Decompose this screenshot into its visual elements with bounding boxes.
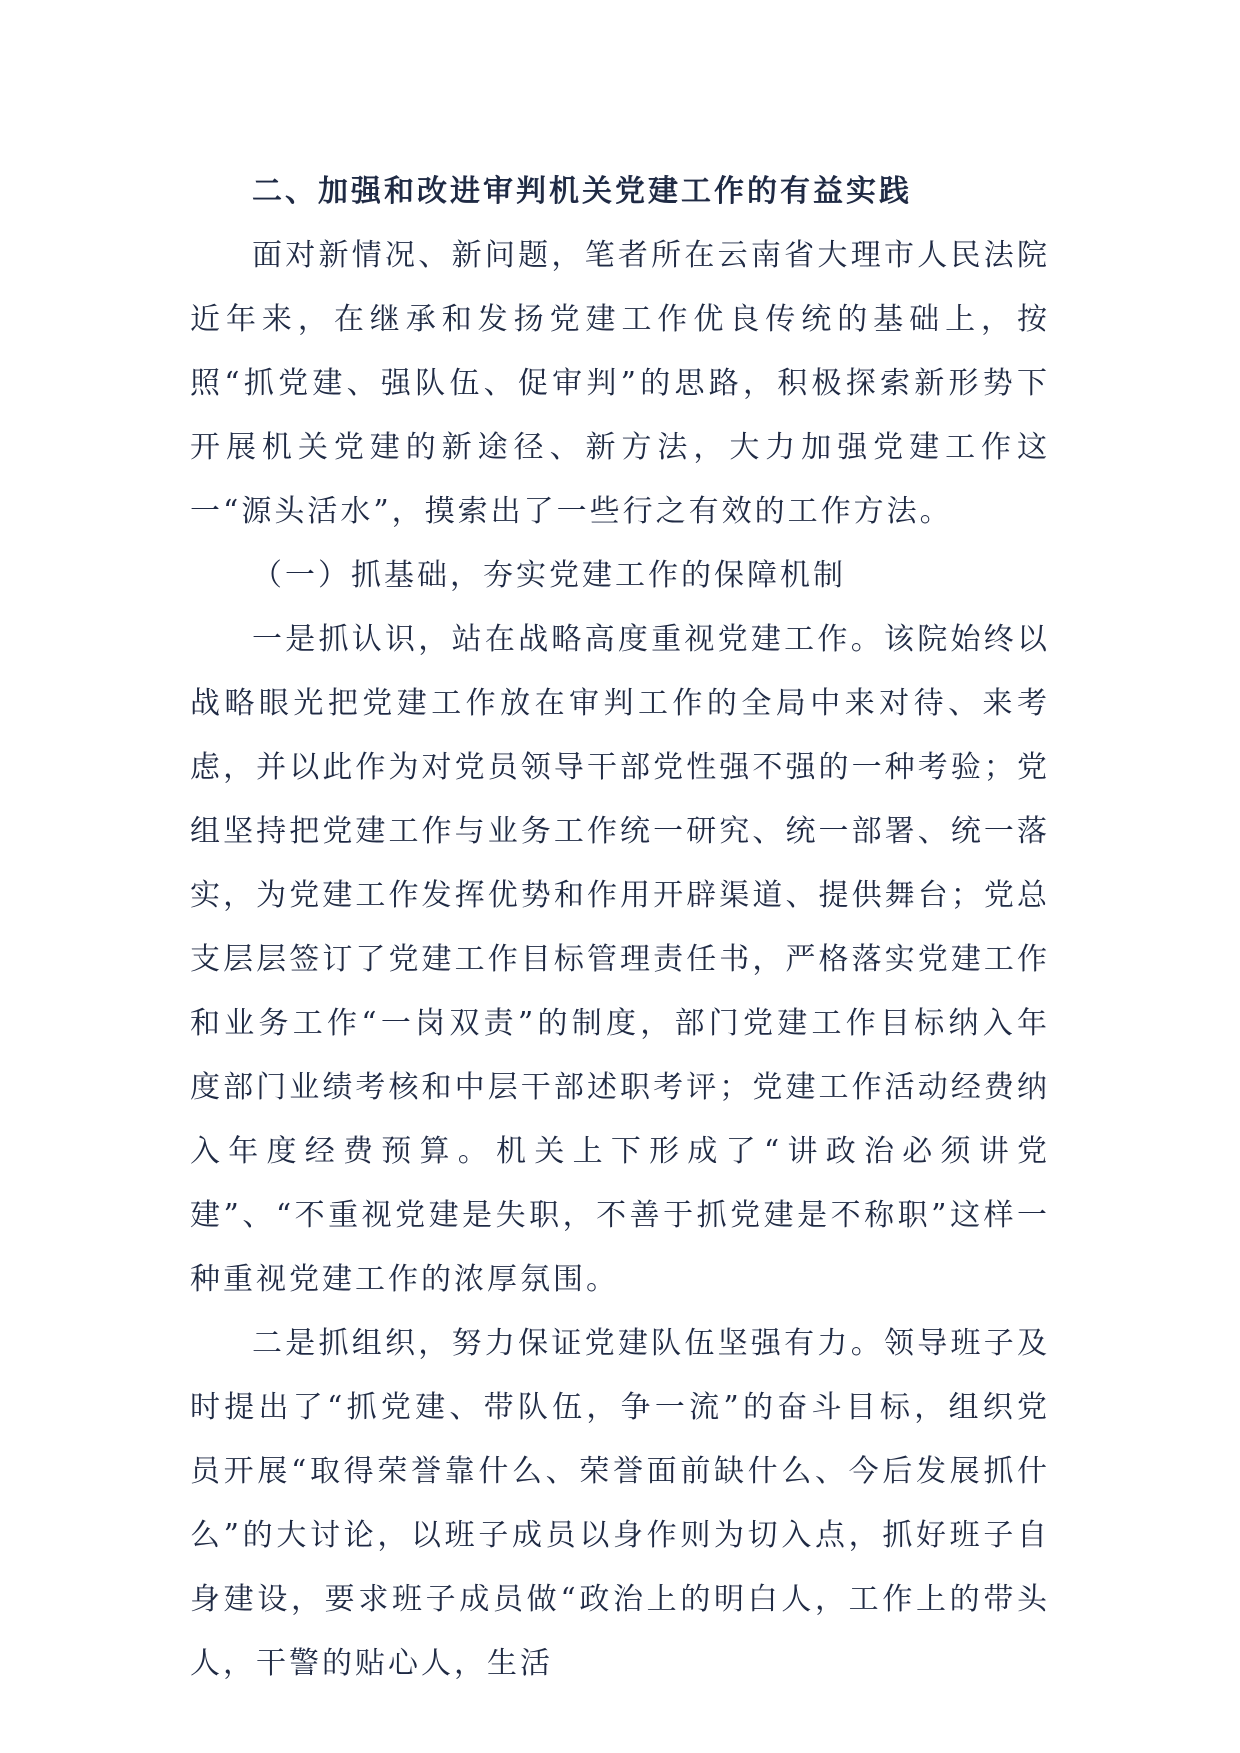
paragraph: 二是抓组织，努力保证党建队伍坚强有力。领导班子及时提出了“抓党建、带队伍，争一流”的奋斗目标，组织党员开展“取得荣誉靠什么、荣誉面前缺什么、今后发展抓什么”的大讨论，以班子成员以身作则为切入点，抓好班子自身建设，要求班子成员做“政治上的明白人，工作上的带头人，干警的贴心人，生活 bbox=[190, 1326, 1050, 1681]
section-heading: 二、加强和改进审判机关党建工作的有益实践 bbox=[252, 174, 912, 209]
subsection-heading: （一）抓基础，夯实党建工作的保障机制 bbox=[252, 558, 846, 593]
paragraph: 面对新情况、新问题，笔者所在云南省大理市人民法院近年来，在继承和发扬党建工作优良传统的基础上，按照“抓党建、强队伍、促审判”的思路，积极探索新形势下开展机关党建的新途径、新方法，大力加强党建工作这一“源头活水”，摸索出了一些行之有效的工作方法。 bbox=[190, 238, 1050, 529]
paragraph: 一是抓认识，站在战略高度重视党建工作。该院始终以战略眼光把党建工作放在审判工作的全局中来对待、来考虑，并以此作为对党员领导干部党性强不强的一种考验；党组坚持把党建工作与业务工作统一研究、统一部署、统一落实，为党建工作发挥优势和作用开辟渠道、提供舞台；党总支层层签订了党建工作目标管理责任书，严格落实党建工作和业务工作“一岗双责”的制度，部门党建工作目标纳入年度部门业绩考核和中层干部述职考评；党建工作活动经费纳入年度经费预算。机关上下形成了“讲政治必须讲党建”、“不重视党建是失职，不善于抓党建是不称职”这样一种重视党建工作的浓厚氛围。 bbox=[190, 622, 1050, 1297]
document-body bbox=[190, 160, 1050, 1696]
